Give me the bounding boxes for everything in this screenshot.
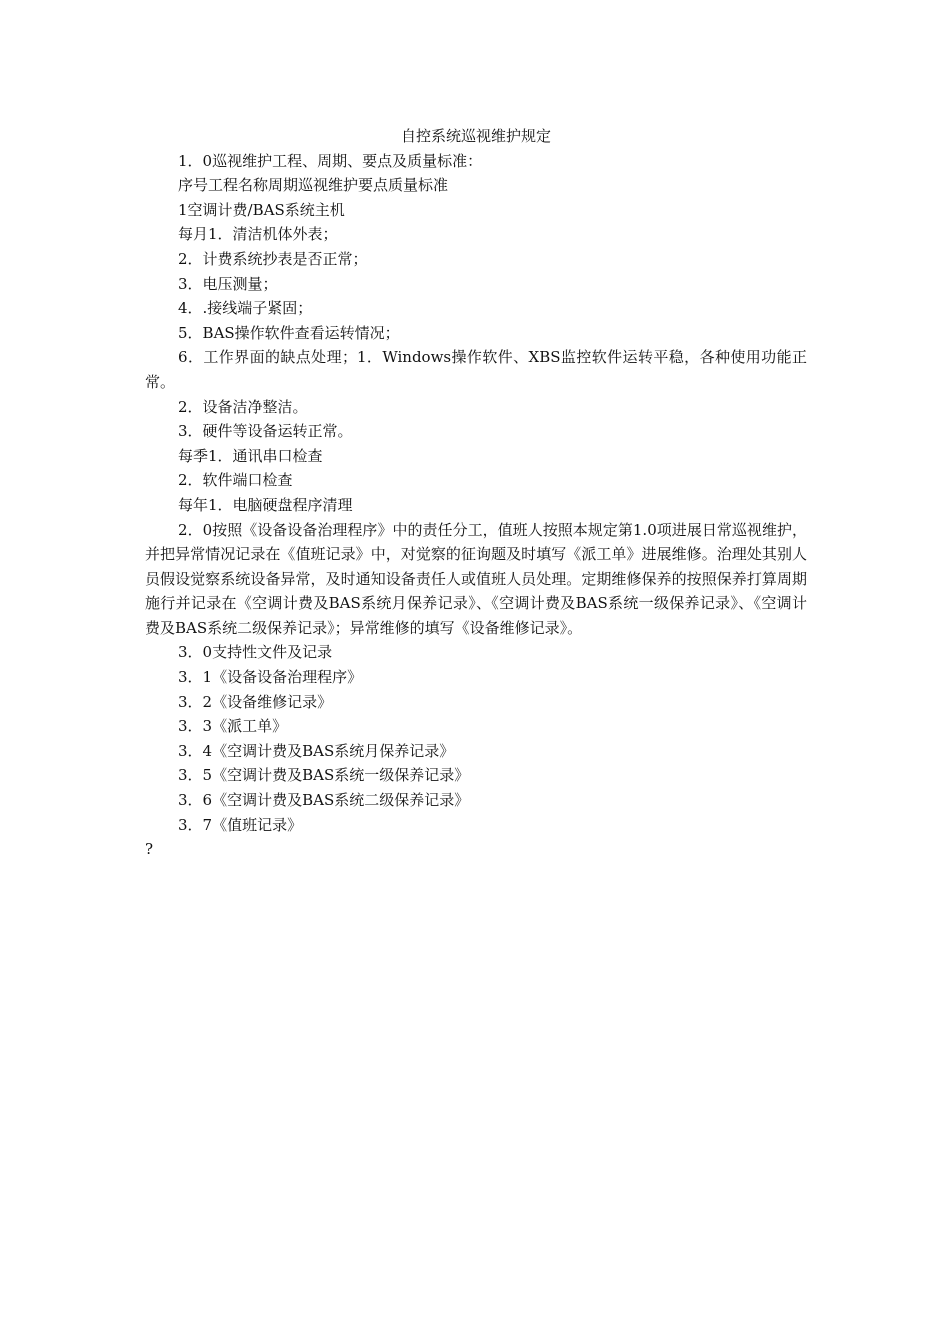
paragraph-section-2: 2．0按照《设备设备治理程序》中的责任分工，值班人按照本规定第1.0项进展日常巡视维护，并把异常情况记录在《值班记录》中，对觉察的征询题及时填写《派工单》进展维修。治理处其别人员假设觉察系统设备异常，及时通知设备责任人或值班人员处理。定期维修保养的按照保养打算周期施行并记录在《空调计费及BAS系统月保养记录》、《空调计费及BAS系统一级保养记录》、《空调计费及BAS系统二级保养记录》；异常维修的填写《设备维修记录》。 xyxy=(145,520,807,637)
paragraph-quarterly-2: 2．软件端口检查 xyxy=(178,471,293,490)
paragraph-monthly-4: 4．.接线端子紧固； xyxy=(178,299,313,318)
paragraph-standard-2: 2．设备洁净整洁。 xyxy=(178,397,308,416)
paragraph-doc-3-6: 3．6《空调计费及BAS系统二级保养记录》 xyxy=(178,791,470,810)
paragraph-doc-3-3: 3．3《派工单》 xyxy=(178,717,288,736)
document-title: 自控系统巡视维护规定 xyxy=(400,127,551,145)
paragraph-yearly-1: 每年1．电脑硬盘程序清理 xyxy=(178,495,353,514)
paragraph-doc-3-5: 3．5《空调计费及BAS系统一级保养记录》 xyxy=(178,766,470,785)
paragraph-monthly-1: 每月1．清洁机体外表； xyxy=(178,225,338,244)
paragraph-doc-3-4: 3．4《空调计费及BAS系统月保养记录》 xyxy=(178,741,455,760)
paragraph-doc-3-1: 3．1《设备设备治理程序》 xyxy=(178,668,363,687)
paragraph-monthly-3: 3．电压测量； xyxy=(178,274,278,293)
paragraph-doc-3-2: 3．2《设备维修记录》 xyxy=(178,692,333,711)
paragraph-monthly-6: 6．工作界面的缺点处理；1．Windows操作软件、XBS监控软件运转平稳，各种使用功能正常。 xyxy=(145,348,807,391)
paragraph-section-1-heading: 1．0巡视维护工程、周期、要点及质量标准： xyxy=(178,151,483,170)
paragraph-item-1: 1空调计费/BAS系统主机 xyxy=(178,200,345,219)
paragraph-table-header: 序号工程名称周期巡视维护要点质量标准 xyxy=(178,176,449,195)
paragraph-section-3-heading: 3．0支持性文件及记录 xyxy=(178,643,333,662)
paragraph-standard-3: 3．硬件等设备运转正常。 xyxy=(178,422,353,441)
trailing-mark: ? xyxy=(145,840,154,859)
paragraph-monthly-5: 5．BAS操作软件查看运转情况； xyxy=(178,323,400,342)
paragraph-doc-3-7: 3．7《值班记录》 xyxy=(178,815,303,834)
document-body xyxy=(145,124,807,862)
paragraph-monthly-2: 2．计费系统抄表是否正常； xyxy=(178,249,368,268)
paragraph-quarterly-1: 每季1．通讯串口检查 xyxy=(178,446,323,465)
